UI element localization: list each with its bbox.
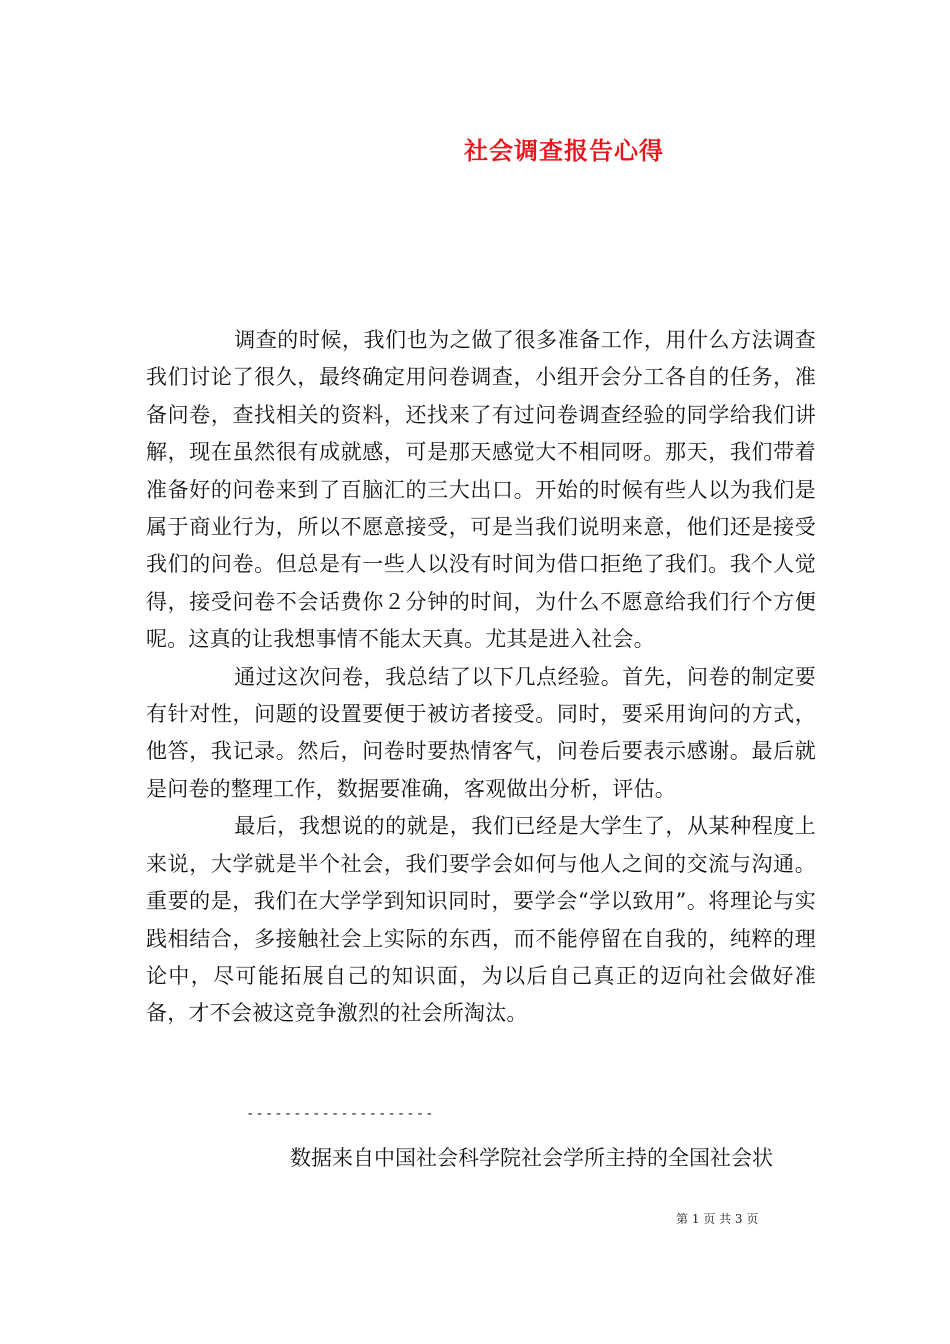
paragraph-conclusion: 最后，我想说的的就是，我们已经是大学生了，从某种程度上来说，大学就是半个社会，我们要学会如何与他人之间的交流与沟通。重要的是，我们在大学学到知识同时，要学会“学以致用”。将理论与实践相结合，多接触社会上实际的东西，而不能停留在自我的，纯粹的理论中，尽可能拓展自己的知识面，为以后自己真正的迈向社会做好准备，才不会被这竞争激烈的社会所淘汰。 xyxy=(146,814,816,1026)
page-number-footer: 第 1 页 共 3 页 xyxy=(676,1212,759,1226)
separator-line: -------------------- xyxy=(246,1106,435,1122)
data-source-line: 数据来自中国社会科学院社会学所主持的全国社会状 xyxy=(290,1146,773,1170)
document-title: 社会调查报告心得 xyxy=(464,136,664,165)
paragraph-survey-preparation: 调查的时候，我们也为之做了很多准备工作，用什么方法调查我们讨论了很久，最终确定用问卷调查，小组开会分工各自的任务，准备问卷，查找相关的资料，还找来了有过问卷调查经验的同学给我们讲解，现在虽然很有成就感，可是那天感觉大不相同呀。那天，我们带着准备好的问卷来到了百脑汇的三大出口。开始的时候有些人以为我们是属于商业行为，所以不愿意接受，可是当我们说明来意，他们还是接受我们的问卷。但总是有一些人以没有时间为借口拒绝了我们。我个人觉得，接受问卷不会话费你２分钟的时间，为什么不愿意给我们行个方便呢。这真的让我想事情不能太天真。尤其是进入社会。 xyxy=(146,328,816,652)
document-body xyxy=(146,322,816,1033)
paragraph-experience-summary: 通过这次问卷，我总结了以下几点经验。首先，问卷的制定要有针对性，问题的设置要便于被访者接受。同时，要采用询问的方式，他答，我记录。然后，问卷时要热情客气，问卷后要表示感谢。最后就是问卷的整理工作，数据要准确，客观做出分析，评估。 xyxy=(146,664,816,801)
